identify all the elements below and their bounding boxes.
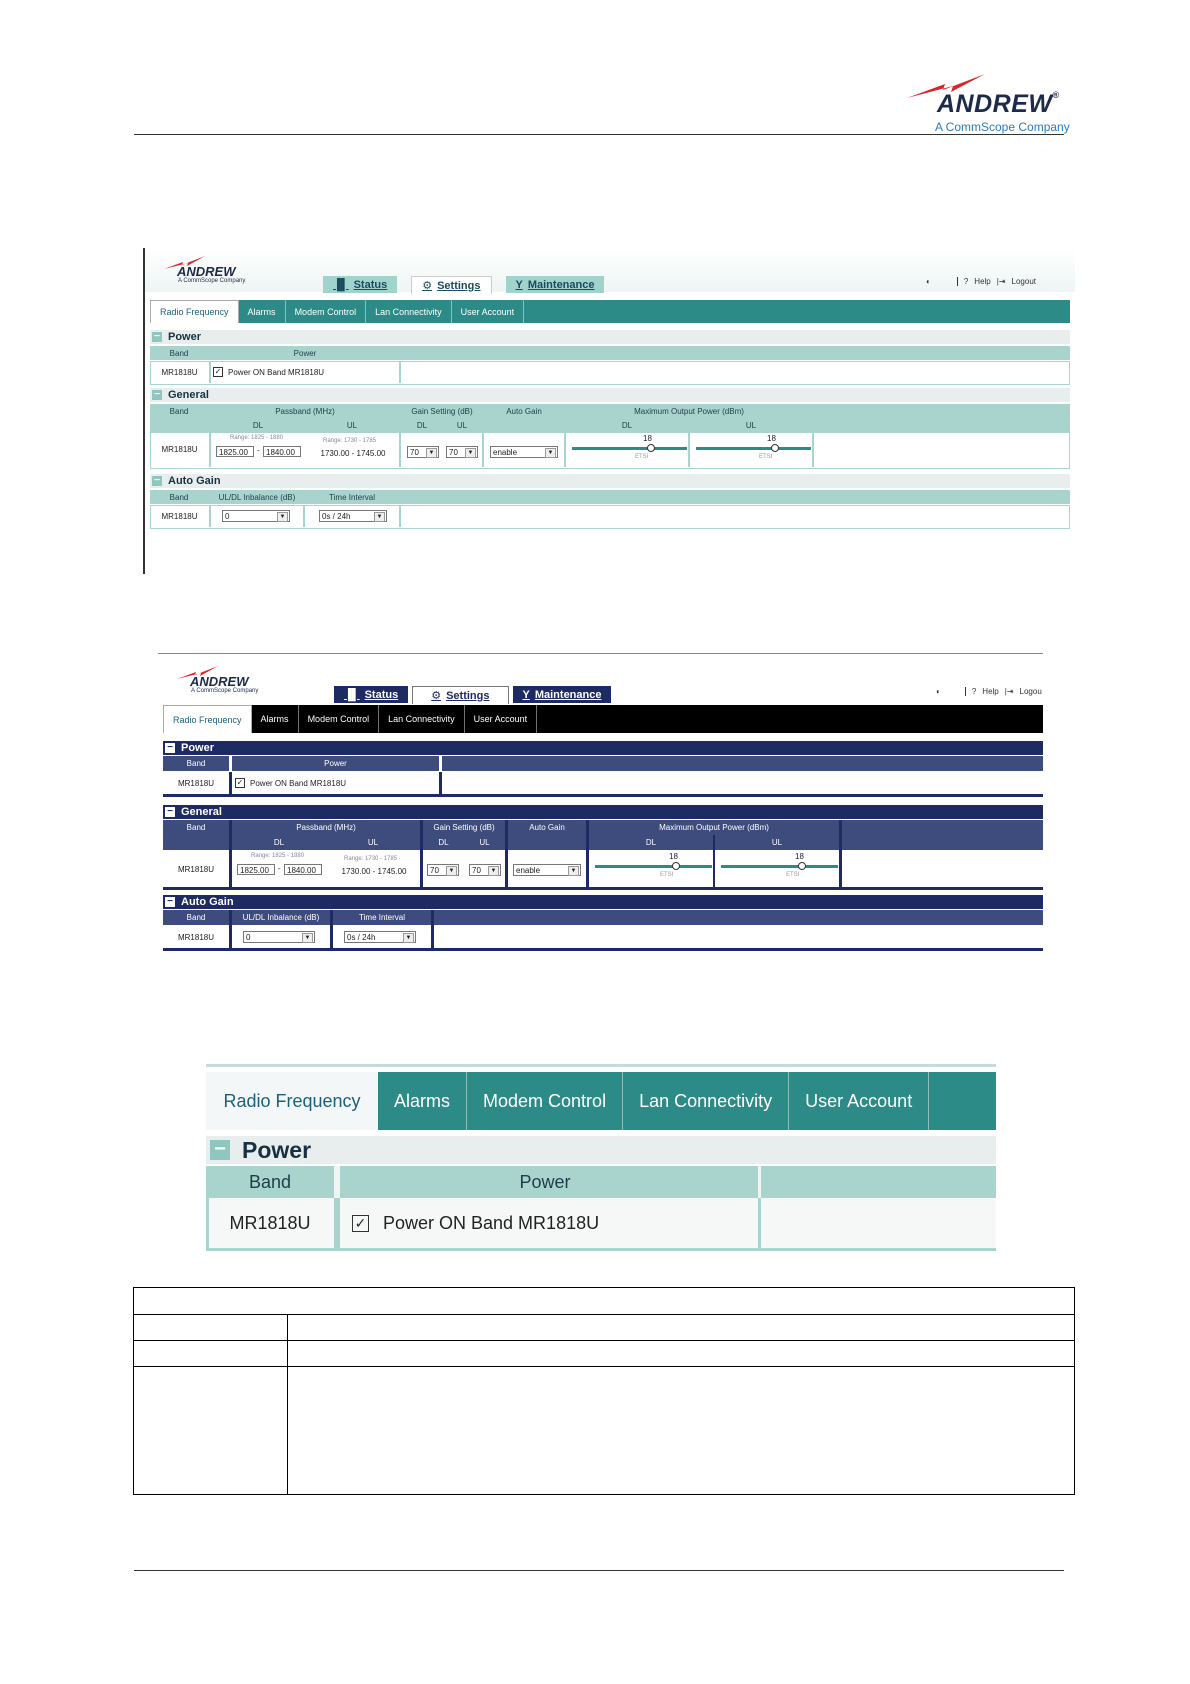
col-gain-setting: Gain Setting (dB) bbox=[423, 820, 505, 835]
checkbox-checked-icon: ✓ bbox=[214, 367, 222, 376]
nav-maintenance[interactable] bbox=[513, 686, 612, 703]
footer-rule bbox=[134, 1570, 1064, 1571]
bar-chart-icon: ▐▌ bbox=[344, 688, 360, 701]
cell-divider bbox=[209, 361, 211, 383]
col-max-dl: DL bbox=[589, 835, 713, 850]
col-band: Band bbox=[163, 910, 229, 925]
imbalance-value: 0 bbox=[225, 512, 230, 521]
imbalance-value: 0 bbox=[246, 933, 251, 942]
dl-from-input[interactable]: 1825.00 bbox=[237, 864, 275, 875]
general-section-header[interactable] bbox=[150, 388, 1070, 402]
etsi-mark: ETSI bbox=[786, 872, 800, 878]
checkbox-checked-icon: ✓ bbox=[236, 778, 244, 787]
dropdown-arrow-icon: ▼ bbox=[426, 448, 437, 458]
dropdown-arrow-icon: ▼ bbox=[302, 933, 313, 943]
cell-divider bbox=[564, 432, 566, 467]
empty-description-table bbox=[133, 1287, 1075, 1495]
cell-divider bbox=[758, 1198, 761, 1248]
gain-ul-value: 70 bbox=[449, 448, 458, 457]
cell-divider bbox=[229, 910, 232, 948]
general-section bbox=[163, 805, 1043, 900]
col-time-interval: Time Interval bbox=[333, 910, 431, 925]
col-band: Band bbox=[150, 346, 208, 360]
cell-divider bbox=[229, 756, 232, 771]
power-section bbox=[206, 1136, 996, 1252]
col-gain-ul: UL bbox=[464, 835, 505, 850]
col-passband-ul: UL bbox=[326, 835, 420, 850]
nav-settings-label: Settings bbox=[446, 689, 490, 702]
cell-divider bbox=[399, 505, 401, 527]
dropdown-arrow-icon: ▼ bbox=[446, 866, 457, 876]
cell-divider bbox=[303, 505, 305, 527]
dl-to-input[interactable]: 1840.00 bbox=[284, 864, 322, 875]
cell-divider bbox=[713, 835, 715, 887]
tab-user-account[interactable]: User Account bbox=[465, 705, 538, 733]
max-dl-slider[interactable] bbox=[572, 447, 687, 450]
cell-divider bbox=[812, 432, 814, 467]
cell-divider bbox=[505, 820, 508, 887]
col-passband-dl: DL bbox=[232, 835, 326, 850]
col-gain-dl: DL bbox=[423, 835, 464, 850]
logout-link[interactable]: Logou bbox=[1019, 687, 1042, 696]
band-value: MR1818U bbox=[163, 926, 229, 948]
auto-gain-value: enable bbox=[493, 448, 518, 457]
nav-status-label: Status bbox=[353, 278, 388, 291]
dropdown-arrow-icon: ▼ bbox=[374, 512, 385, 522]
col-band: Band bbox=[206, 1166, 334, 1198]
col-gain-ul: UL bbox=[442, 418, 482, 432]
cell-divider bbox=[330, 910, 333, 948]
cell-divider bbox=[209, 432, 211, 467]
etsi-mark: ETSI bbox=[660, 872, 674, 878]
col-auto-gain: Auto Gain bbox=[484, 404, 564, 418]
power-section-header[interactable] bbox=[163, 741, 1043, 755]
help-icon: ? bbox=[957, 277, 968, 286]
logout-link[interactable]: Logout bbox=[1011, 277, 1036, 286]
imbalance-select[interactable] bbox=[243, 931, 315, 943]
dropdown-arrow-icon: ▼ bbox=[403, 933, 414, 943]
range-dash: - bbox=[278, 864, 281, 873]
auto-gain-section bbox=[150, 474, 1070, 534]
collapse-icon: − bbox=[152, 476, 162, 486]
table-cell bbox=[288, 1341, 1075, 1367]
frame-left-border bbox=[143, 248, 145, 574]
nav-maintenance-label: Maintenance bbox=[527, 278, 595, 291]
cell-divider bbox=[839, 820, 842, 887]
imbalance-select[interactable] bbox=[222, 510, 290, 522]
collapse-icon: − bbox=[165, 743, 175, 753]
screenshot-zoomed bbox=[206, 1064, 996, 1252]
col-gain-setting: Gain Setting (dB) bbox=[402, 404, 482, 418]
auto-gain-title: Auto Gain bbox=[181, 896, 234, 908]
row-bottom-border bbox=[163, 887, 1043, 890]
cell-divider bbox=[334, 1198, 340, 1248]
power-on-label: Power ON Band MR1818U bbox=[228, 367, 325, 377]
cell-divider bbox=[420, 820, 423, 887]
globe-icon: ◐ bbox=[936, 687, 941, 696]
time-interval-select[interactable] bbox=[319, 510, 387, 522]
time-interval-value: 0s / 24h bbox=[347, 933, 376, 942]
nav-settings[interactable] bbox=[411, 276, 491, 294]
col-passband: Passband (MHz) bbox=[211, 404, 399, 418]
dropdown-arrow-icon: ▼ bbox=[545, 448, 556, 458]
auto-gain-value: enable bbox=[516, 866, 541, 875]
gear-icon: ⚙ bbox=[431, 690, 442, 702]
auto-gain-section-header[interactable] bbox=[163, 895, 1043, 909]
band-value: MR1818U bbox=[208, 1200, 332, 1246]
max-ul-value: 18 bbox=[767, 434, 776, 443]
time-interval-select[interactable] bbox=[344, 931, 416, 943]
col-time-interval: Time Interval bbox=[305, 490, 399, 504]
help-icon: ? bbox=[965, 687, 976, 696]
cell-divider bbox=[206, 1198, 209, 1251]
cell-divider bbox=[431, 910, 434, 948]
max-ul-slider[interactable] bbox=[696, 447, 811, 450]
nav-settings[interactable] bbox=[412, 686, 508, 704]
power-section bbox=[163, 741, 1043, 801]
sub-tabs bbox=[163, 705, 1043, 733]
screenshot-top-rule bbox=[158, 653, 1043, 654]
max-dl-value: 18 bbox=[669, 852, 678, 861]
col-passband: Passband (MHz) bbox=[232, 820, 420, 835]
cell-divider bbox=[229, 820, 232, 887]
col-power: Power bbox=[211, 346, 399, 360]
col-band: Band bbox=[163, 820, 229, 835]
tools-icon: Y bbox=[522, 688, 530, 701]
dropdown-arrow-icon: ▼ bbox=[465, 448, 476, 458]
tab-alarms[interactable]: Alarms bbox=[252, 705, 299, 733]
slider-knob[interactable] bbox=[798, 862, 806, 870]
nav-status-label: Status bbox=[364, 688, 399, 701]
checkbox-checked-icon: ✓ bbox=[352, 1215, 369, 1232]
collapse-icon: − bbox=[165, 897, 175, 907]
nav-settings-label: Settings bbox=[437, 279, 481, 292]
gear-icon: ⚙ bbox=[422, 280, 433, 292]
table-cell bbox=[134, 1341, 288, 1367]
logo-text: ANDREW bbox=[937, 90, 1053, 118]
collapse-icon: − bbox=[152, 390, 162, 400]
zoom-top-line bbox=[206, 1064, 996, 1067]
help-link[interactable]: Help bbox=[982, 687, 999, 696]
time-interval-value: 0s / 24h bbox=[322, 512, 351, 521]
etsi-mark: ETSI bbox=[759, 454, 773, 460]
gain-ul-select[interactable] bbox=[446, 446, 478, 458]
max-dl-slider[interactable] bbox=[595, 865, 712, 868]
mini-logo bbox=[163, 255, 263, 287]
globe-icon: ◐ bbox=[926, 277, 931, 286]
col-power: Power bbox=[340, 1166, 750, 1198]
nav-status[interactable] bbox=[334, 686, 408, 703]
ul-range-hint: Range: 1730 - 1785 bbox=[323, 438, 377, 444]
screenshot-teal bbox=[143, 248, 1075, 574]
logout-icon: |⇥ bbox=[1004, 687, 1014, 696]
gain-dl-select[interactable] bbox=[427, 864, 459, 876]
cell-divider bbox=[209, 505, 211, 527]
cell-divider bbox=[229, 772, 232, 794]
slider-knob[interactable] bbox=[672, 862, 680, 870]
tab-lan-connectivity[interactable]: Lan Connectivity bbox=[379, 705, 465, 733]
col-max-ul: UL bbox=[715, 835, 839, 850]
col-power: Power bbox=[232, 756, 439, 771]
band-value: MR1818U bbox=[163, 851, 229, 887]
power-title: Power bbox=[242, 1136, 312, 1163]
gain-ul-value: 70 bbox=[472, 866, 481, 875]
tab-radio-frequency[interactable]: Radio Frequency bbox=[163, 705, 252, 733]
band-value: MR1818U bbox=[151, 362, 208, 382]
col-max-output-power: Maximum Output Power (dBm) bbox=[589, 820, 839, 835]
power-on-label: Power ON Band MR1818U bbox=[250, 778, 347, 788]
col-auto-gain: Auto Gain bbox=[508, 820, 586, 835]
tab-lan-connectivity[interactable]: Lan Connectivity bbox=[623, 1072, 789, 1130]
mini-logo bbox=[176, 665, 276, 697]
screenshot-navy bbox=[158, 655, 1043, 961]
dropdown-arrow-icon: ▼ bbox=[277, 512, 288, 522]
logo-registered: ® bbox=[1052, 90, 1060, 100]
logout-icon: |⇥ bbox=[996, 277, 1006, 286]
gain-dl-value: 70 bbox=[410, 448, 419, 457]
header-rule bbox=[134, 134, 1064, 135]
dl-from-input[interactable]: 1825.00 bbox=[216, 446, 254, 457]
tab-radio-frequency[interactable]: Radio Frequency bbox=[206, 1072, 378, 1130]
col-passband-ul: UL bbox=[305, 418, 399, 432]
table-cell bbox=[134, 1367, 288, 1495]
gain-ul-select[interactable] bbox=[469, 864, 501, 876]
power-on-checkbox[interactable] bbox=[352, 1200, 752, 1246]
gain-dl-value: 70 bbox=[430, 866, 439, 875]
tab-alarms[interactable]: Alarms bbox=[239, 300, 286, 323]
max-dl-value: 18 bbox=[643, 434, 652, 443]
gain-dl-select[interactable] bbox=[407, 446, 439, 458]
col-max-dl: DL bbox=[566, 418, 688, 432]
auto-gain-select[interactable] bbox=[513, 864, 581, 876]
cell-divider bbox=[586, 820, 589, 887]
cell-divider bbox=[482, 432, 484, 467]
slider-knob[interactable] bbox=[647, 444, 655, 452]
collapse-icon: − bbox=[152, 332, 162, 342]
col-band: Band bbox=[163, 756, 229, 771]
tab-user-account[interactable]: User Account bbox=[789, 1072, 929, 1130]
bar-chart-icon: ▐▌ bbox=[333, 278, 349, 291]
power-title: Power bbox=[181, 742, 215, 754]
general-section-header[interactable] bbox=[163, 805, 1043, 819]
power-section-header[interactable] bbox=[206, 1136, 996, 1164]
sub-tabs bbox=[206, 1072, 996, 1130]
collapse-icon: − bbox=[210, 1140, 230, 1160]
sub-tabs bbox=[150, 300, 1070, 323]
andrew-logo bbox=[905, 72, 1070, 134]
slider-knob[interactable] bbox=[771, 444, 779, 452]
tab-radio-frequency[interactable]: Radio Frequency bbox=[150, 300, 239, 323]
collapse-icon: − bbox=[165, 807, 175, 817]
col-passband-dl: DL bbox=[211, 418, 305, 432]
mini-logo-tagline: A CommScope Company bbox=[178, 278, 246, 284]
band-value: MR1818U bbox=[151, 506, 208, 526]
mini-logo-tagline: A CommScope Company bbox=[191, 688, 259, 694]
tools-icon: Y bbox=[515, 278, 523, 291]
table-cell bbox=[288, 1367, 1075, 1495]
dl-to-input[interactable]: 1840.00 bbox=[263, 446, 301, 457]
max-ul-slider[interactable] bbox=[721, 865, 838, 868]
col-band: Band bbox=[150, 490, 208, 504]
tab-user-account[interactable]: User Account bbox=[452, 300, 525, 323]
power-on-checkbox[interactable] bbox=[235, 772, 435, 794]
etsi-mark: ETSI bbox=[635, 454, 649, 460]
table-cell bbox=[288, 1315, 1075, 1341]
help-link[interactable]: Help bbox=[974, 277, 991, 286]
col-max-ul: UL bbox=[690, 418, 812, 432]
mini-logo-text: ANDREW bbox=[190, 674, 249, 689]
logo-tagline: A CommScope Company bbox=[935, 120, 1070, 134]
dropdown-arrow-icon: ▼ bbox=[488, 866, 499, 876]
col-gain-dl: DL bbox=[402, 418, 442, 432]
tab-modem-control[interactable]: Modem Control bbox=[467, 1072, 623, 1130]
row-bottom-border bbox=[163, 794, 1043, 797]
col-imbalance: UL/DL Inbalance (dB) bbox=[232, 910, 330, 925]
nav-maintenance-label: Maintenance bbox=[534, 688, 602, 701]
general-section bbox=[150, 388, 1070, 478]
dropdown-arrow-icon: ▼ bbox=[568, 866, 579, 876]
band-value: MR1818U bbox=[151, 433, 208, 466]
range-dash: - bbox=[257, 446, 260, 455]
tab-modem-control[interactable]: Modem Control bbox=[299, 705, 380, 733]
dl-range-hint: Range: 1825 - 1880 bbox=[230, 435, 284, 441]
tab-alarms[interactable]: Alarms bbox=[378, 1072, 467, 1130]
tab-lan-connectivity[interactable]: Lan Connectivity bbox=[366, 300, 452, 323]
cell-divider bbox=[439, 772, 442, 794]
table-header-cell bbox=[134, 1288, 1075, 1315]
table-cell bbox=[134, 1315, 288, 1341]
auto-gain-title: Auto Gain bbox=[168, 475, 221, 487]
mini-logo-text: ANDREW bbox=[177, 264, 236, 279]
ul-passband-value: 1730.00 - 1745.00 bbox=[310, 447, 396, 459]
auto-gain-section-header[interactable] bbox=[150, 474, 1070, 488]
max-ul-value: 18 bbox=[795, 852, 804, 861]
power-on-label: Power ON Band MR1818U bbox=[383, 1212, 600, 1233]
tab-modem-control[interactable]: Modem Control bbox=[286, 300, 367, 323]
power-section-header[interactable] bbox=[150, 330, 1070, 344]
ul-passband-value: 1730.00 - 1745.00 bbox=[331, 865, 417, 877]
col-max-output-power: Maximum Output Power (dBm) bbox=[566, 404, 812, 418]
auto-gain-section bbox=[163, 895, 1043, 955]
row-bottom-border bbox=[163, 948, 1043, 951]
band-value: MR1818U bbox=[163, 772, 229, 794]
nav-maintenance[interactable] bbox=[506, 276, 605, 293]
cell-divider bbox=[688, 432, 690, 467]
general-title: General bbox=[181, 806, 222, 818]
cell-divider bbox=[334, 1166, 340, 1198]
power-title: Power bbox=[168, 331, 202, 343]
col-imbalance: UL/DL Inbalance (dB) bbox=[211, 490, 303, 504]
nav-status[interactable] bbox=[323, 276, 397, 293]
cell-divider bbox=[399, 361, 401, 383]
auto-gain-select[interactable] bbox=[490, 446, 558, 458]
cell-divider bbox=[439, 756, 442, 771]
cell-divider bbox=[758, 1166, 761, 1198]
col-band: Band bbox=[150, 404, 208, 418]
general-title: General bbox=[168, 389, 209, 401]
power-on-checkbox[interactable] bbox=[213, 362, 393, 382]
ul-range-hint: Range: 1730 - 1785 bbox=[344, 856, 398, 862]
cell-divider bbox=[399, 432, 401, 467]
dl-range-hint: Range: 1825 - 1880 bbox=[251, 853, 305, 859]
